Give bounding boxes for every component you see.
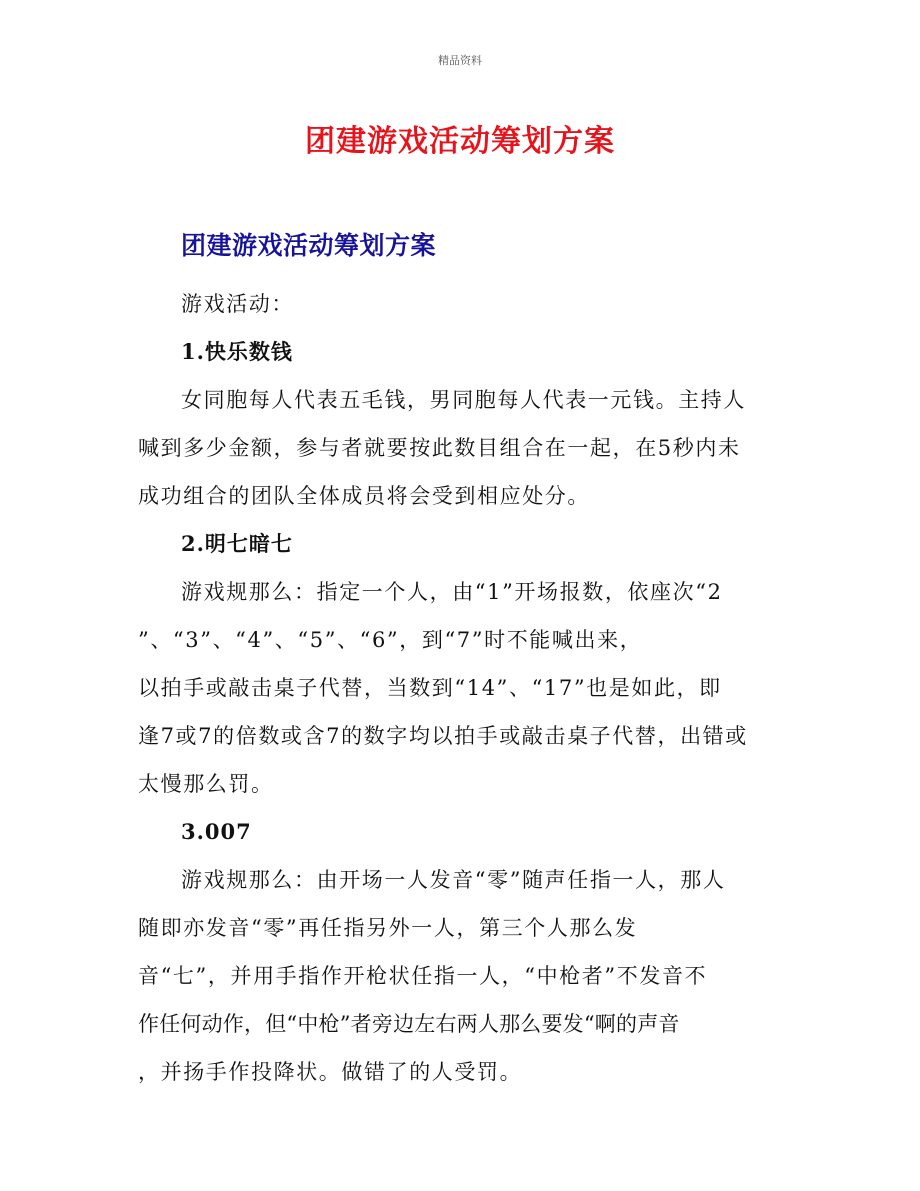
document-body <box>138 280 784 1096</box>
paragraph-line: 音“七”，并用手指作开枪状任指一人，“中枪者”不发音不 <box>138 964 708 988</box>
section-heading-3: 3.007 <box>181 819 252 844</box>
paragraph-line: 游戏规那么：指定一个人，由“1”开场报数，依座次“2 <box>181 580 723 604</box>
paragraph-line: 随即亦发音“零”再任指另外一人，第三个人那么发 <box>138 916 638 940</box>
section-heading-2: 2.明七暗七 <box>181 531 293 556</box>
intro-label: 游戏活动： <box>181 292 294 316</box>
paragraph-line: 作任何动作，但“中枪”者旁边左右两人那么要发“啊的声音 <box>138 1012 680 1036</box>
sub-title: 团建游戏活动筹划方案 <box>181 231 437 260</box>
paragraph-line: 成功组合的团队全体成员将会受到相应处分。 <box>138 484 590 508</box>
paragraph-line: 喊到多少金额，参与者就要按此数目组合在一起，在5秒内未 <box>138 436 741 460</box>
header-note: 精品资料 <box>438 54 482 67</box>
paragraph-line: ”、“3”、“4”、“5”、“6”，到“7”时不能喊出来， <box>138 628 643 652</box>
paragraph-line: 女同胞每人代表五毛钱，男同胞每人代表一元钱。主持人 <box>181 388 746 412</box>
paragraph-line: 游戏规那么：由开场一人发音“零”随声任指一人，那人 <box>181 868 726 892</box>
paragraph-line: 逢7或7的倍数或含7的数字均以拍手或敲击桌子代替，出错或 <box>138 724 748 748</box>
paragraph-line: 太慢那么罚。 <box>138 772 274 796</box>
paragraph-line: 以拍手或敲击桌子代替，当数到“14”、“17”也是如此，即 <box>138 676 722 700</box>
paragraph-line: ，并扬手作投降状。做错了的人受罚。 <box>138 1060 523 1084</box>
main-title: 团建游戏活动筹划方案 <box>305 124 615 159</box>
section-heading-1: 1.快乐数钱 <box>181 339 293 364</box>
